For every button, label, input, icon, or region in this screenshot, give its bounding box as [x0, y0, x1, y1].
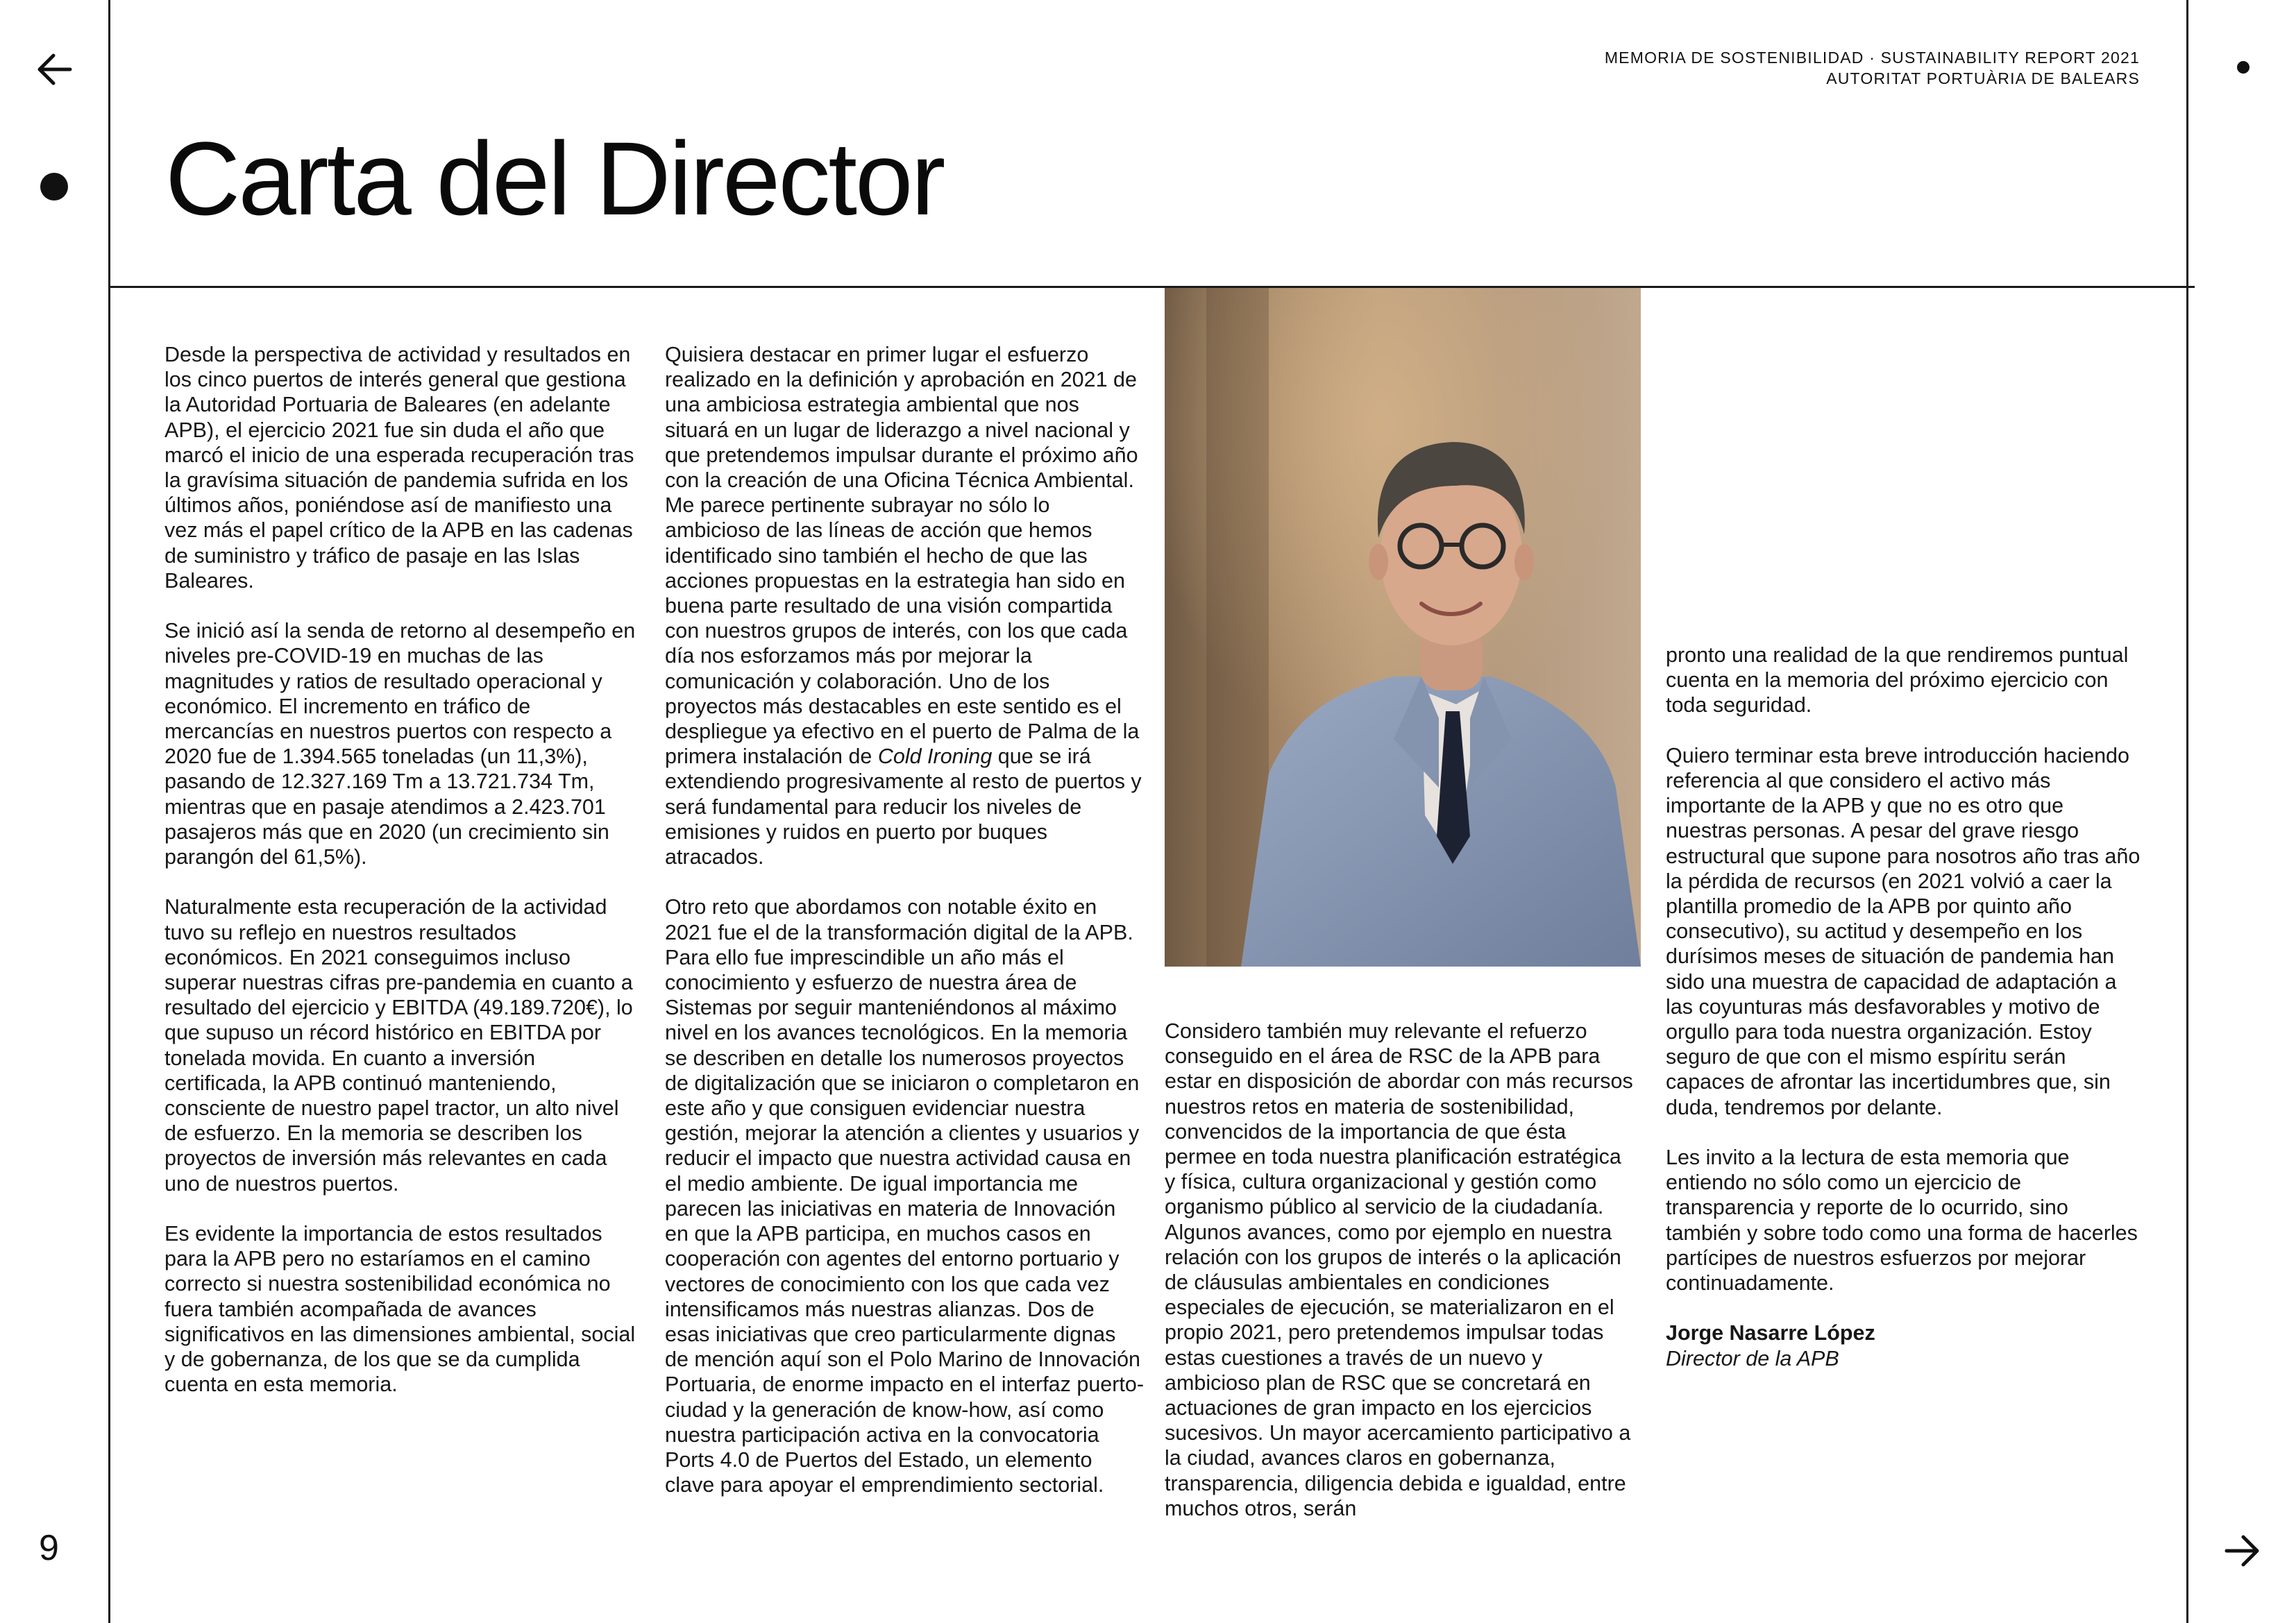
paragraph-text: que se irá extendiendo progresivamente al resto de puertos y será fundamental para reducir los niveles de emisiones y ruidos en puerto por buques atracados.: [665, 745, 1142, 869]
paragraph: Desde la perspectiva de actividad y resultados en los cinco puertos de interés general que gestiona la Autoridad Portuaria de Baleares (en adelante APB), el ejercicio 2021 fue sin duda el año que marcó el inicio de una esperada recuperación tras la gravísima situación de pandemia sufrida en los últimos años, poniéndose así de manifiesto una vez más el papel crítico de la APB en las cadenas de suministro y tráfico de pasaje en las Islas Baleares.: [164, 343, 634, 593]
director-portrait-image: [1165, 288, 1641, 967]
header-report-title: MEMORIA DE SOSTENIBILIDAD · SUSTAINABILITY REPORT 2021: [1604, 49, 2140, 67]
dot-icon: [40, 173, 68, 201]
paragraph: [665, 342, 1144, 869]
page-number: 9: [39, 1528, 59, 1568]
page-title: Carta del Director: [165, 120, 944, 237]
report-header: [1605, 47, 2140, 89]
paragraph-text: Quisiera destacar en primer lugar el esfuerzo realizado en la definición y aprobación en 2021 de una ambiciosa estrategia ambiental que nos situará en un lugar de liderazgo a nivel nacional y que pretendemos impulsar durante el próximo año con la creación de una Oficina Técnica Ambiental. Me parece pertinente subrayar no sólo lo ambicioso de las líneas de acción que hemos identificado sino también el hecho de que las acciones propuestas en la estrategia han sido en buena parte resultado de una visión compartida con nuestros grupos de interés, con los que cada día nos esforzamos más por mejorar la comunicación y colaboración. Uno de los proyectos más destacables en este sentido es el despliegue ya efectivo en el puerto de Palma de la primera instalación de: [665, 343, 1140, 769]
text-column-2: [665, 342, 1144, 1523]
right-border-line: [2186, 0, 2188, 1623]
signature-role: Director de la APB: [1666, 1346, 1839, 1370]
paragraph: Les invito a la lectura de esta memoria que entiendo no sólo como un ejercicio de transparencia y reporte de lo ocurrido, sino también y sobre todo como una forma de hacerles partícipes de nuestros esfuerzos por mejorar continuadamente.: [1666, 1146, 2138, 1295]
header-organization: AUTORITAT PORTUÀRIA DE BALEARS: [1826, 69, 2140, 87]
paragraph: Se inició así la senda de retorno al desempeño en niveles pre-COVID-19 en muchas de las magnitudes y ratios de resultado operacional y económico. El incremento en tráfico de mercancías en nuestros puertos con respecto a 2020 fue de 1.394.565 toneladas (un 11,3%), pasando de 12.327.169 Tm a 13.721.734 Tm, mientras que en pasaje atendimos a 2.423.701 pasajeros más que en 2020 (un crecimiento sin parangón del 61,5%).: [164, 619, 636, 869]
arrow-right-icon[interactable]: [2221, 1530, 2263, 1572]
paragraph: Otro reto que abordamos con notable éxito en 2021 fue el de la transformación digital de la APB. Para ello fue imprescindible un año más el conocimiento y esfuerzo de nuestra área de Sistemas por seguir manteniéndonos al máximo nivel en los avances tecnológicos. En la memoria se describen en detalle los numerosos proyectos de digitalización que se iniciaron o completaron en este año y que consiguen evidenciar nuestra gestión, mejorar la atención a clientes y usuarios y reducir el impacto que nuestra actividad causa en el medio ambiente. De igual importancia me parecen las iniciativas en materia de Innovación en que la APB participa, en muchos casos en cooperación con agentes del entorno portuario y vectores de conocimiento con los que cada vez intensificamos más nuestras alianzas. Dos de esas iniciativas que creo particularmente dignas de mención aquí son el Polo Marino de Innovación Portuaria, de enorme impacto en el interfaz puerto-ciudad y la generación de know-how, así como nuestra participación activa en la convocatoria Ports 4.0 de Puertos del Estado, un elemento clave para apoyar el emprendimiento sectorial.: [665, 895, 1145, 1497]
arrow-left-icon-glyph: [34, 49, 76, 90]
cold-ironing-term: Cold Ironing: [877, 745, 993, 769]
text-column-3: [1165, 1019, 1637, 1546]
paragraph: Quiero terminar esta breve introducción haciendo referencia al que considero el activo más importante de la APB y que no es otro que nuestras personas. A pesar del grave riesgo estructural que supone para nosotros año tras año la pérdida de recursos (en 2021 volvió a caer la plantilla promedio de la APB por quinto año consecutivo), su actitud y desempeño en los durísimos meses de situación de pandemia han sido una muestra de capacidad de adaptación a las coyunturas más desfavorables y motivo de orgullo para toda nuestra organización. Estoy seguro de que con el mismo espíritu serán capaces de afrontar las incertidumbres que, sin duda, tendremos por delante.: [1666, 743, 2141, 1119]
dot-icon: [2237, 61, 2249, 74]
title-divider: [109, 286, 2195, 288]
paragraph: Considero también muy relevante el refuerzo conseguido en el área de RSC de la APB para estar en disposición de abordar con más recursos nuestros retos en materia de sostenibilidad, convencidos de la importancia de que ésta permee en toda nuestra planificación estratégica y física, cultura organizacional y gestión como organismo público al servicio de la ciudadanía. Algunos avances, como por ejemplo en nuestra relación con los grupos de interés o la aplicación de cláusulas ambientales en condiciones especiales de ejecución, se materializaron en el propio 2021, pero pretendemos impulsar todas estas cuestiones a través de un nuevo y ambicioso plan de RSC que se concretará en actuaciones de gran impacto en los ejercicios sucesivos. Un mayor acercamiento participativo a la ciudad, avances claros en gobernanza, transparencia, diligencia debida e igualdad, entre muchos otros, serán: [1165, 1019, 1633, 1520]
paragraph: Naturalmente esta recuperación de la actividad tuvo su reflejo en nuestros resultados económicos. En 2021 conseguimos incluso superar nuestras cifras pre-pandemia en cuanto a resultado del ejercicio y EBITDA (49.189.720€), lo que supuso un récord histórico en EBITDA por tonelada movida. En cuanto a inversión certificada, la APB continuó manteniendo, consciente de nuestro papel tractor, un alto nivel de esfuerzo. En la memoria se describen los proyectos de inversión más relevantes en cada uno de nuestros puertos.: [164, 895, 633, 1196]
director-portrait: [1165, 288, 1641, 967]
left-border-line: [108, 0, 110, 1623]
text-column-4: [1666, 643, 2145, 1371]
text-column-1: [164, 342, 636, 1422]
paragraph: Es evidente la importancia de estos resultados para la APB pero no estaríamos en el camino correcto si nuestra sostenibilidad económica no fuera también acompañada de avances significativos en las dimensiones ambiental, social y de gobernanza, de los que se da cumplida cuenta en esta memoria.: [164, 1222, 636, 1397]
arrow-right-icon-glyph: [2221, 1530, 2263, 1572]
arrow-left-icon[interactable]: [34, 49, 76, 90]
paragraph: pronto una realidad de la que rendiremos puntual cuenta en la memoria del próximo ejercicio con toda seguridad.: [1666, 643, 2129, 717]
signature: [1666, 1320, 2145, 1370]
signature-name: Jorge Nasarre López: [1666, 1321, 1875, 1345]
